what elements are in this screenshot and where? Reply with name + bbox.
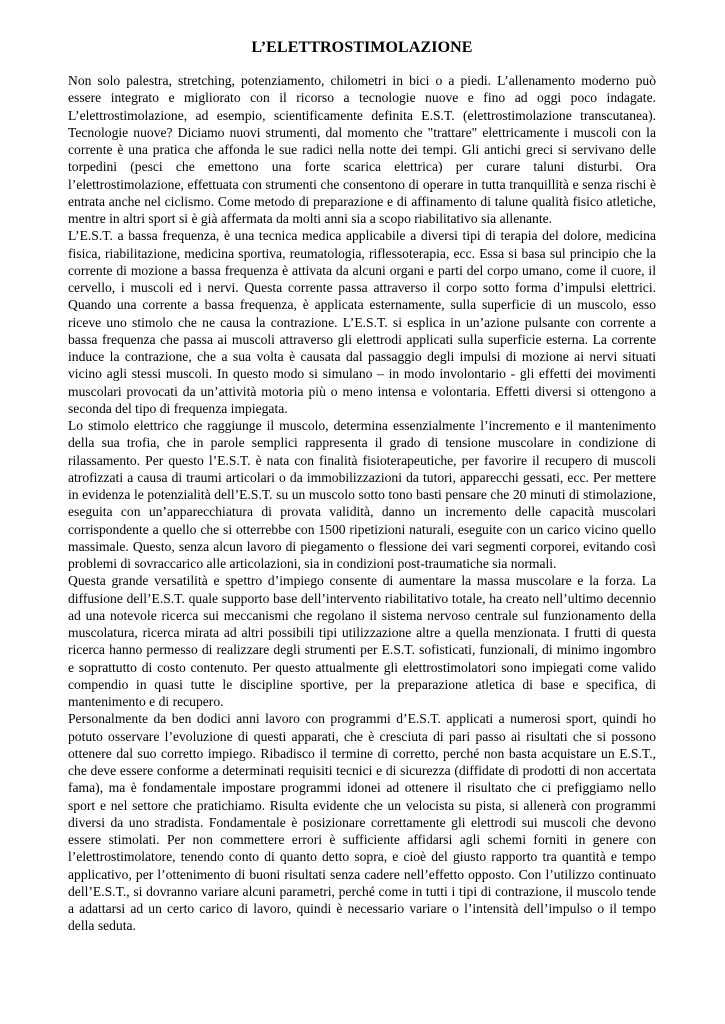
document-title: L’ELETTROSTIMOLAZIONE <box>251 39 473 56</box>
paragraph-intro: Non solo palestra, stretching, potenziamento, chilometri in bici o a piedi. L’allenamento moderno può essere integrato e migliorato con il ricorso a tecnologie nuove e fino ad oggi poco indagate. L’elettrostimolazione, ad esempio, scientificamente definita E.S.T. (elettrostimolazione transcutanea). Tecnologie nuove? Diciamo nuovi strumenti, dal momento che "trattare" elettricamente i muscoli con la corrente è una pratica che affonda le sue radici nella notte dei tempi. Gli antichi greci si servivano delle torpedini (pesci che emettono una forte scarica elettrica) per curare taluni disturbi. Ora l’elettrostimolazione, effettuata con strumenti che consentono di operare in tutta tranquillità e senza rischi è entrata anche nel ciclismo. Come metodo di preparazione e di affinamento di talune qualità fisico atletiche, mentre in altri sport si è già affermata da molti anni sia a scopo riabilitativo sia allenante. <box>68 73 656 226</box>
paragraph-stimulus: Lo stimolo elettrico che raggiunge il muscolo, determina essenzialmente l’incremento e il mantenimento della sua trofia, che in parole semplici rappresenta il grado di tensione muscolare in condizione di rilassamento. Per questo l’E.S.T. è nata con finalità fisioterapeutiche, per favorire il recupero di muscoli atrofizzati a causa di traumi articolari o da immobilizzazioni da tutori, apparecchi gessati, ecc. Per mettere in evidenza le potenzialità dell’E.S.T. su un muscolo sotto tono basti pensare che 20 minuti di stimolazione, eseguita con un’apparecchiatura di provata validità, danno un incremento delle capacità muscolari corrispondente a quello che si otterrebbe con 1500 ripetizioni naturali, eseguite con un carico vicino quello massimale. Questo, senza alcun lavoro di piegamento o flessione dei vari segmenti corporei, evitando così problemi di sovraccarico alle articolazioni, sia in condizioni post-traumatiche sia normali. <box>68 418 656 571</box>
paragraph-low-frequency: L’E.S.T. a bassa frequenza, è una tecnica medica applicabile a diversi tipi di terapia del dolore, medicina fisica, riabilitazione, medicina sportiva, reumatologia, riflessoterapia, ecc. Essa si basa sul principio che la corrente di mozione a bassa frequenza è attivata da alcuni organi e parti del corpo umano, come il cuore, il cervello, i muscoli ed i nervi. Questa corrente passa attraverso il corpo sotto forma d’impulsi elettrici. Quando una corrente a bassa frequenza, è applicata esternamente, sulla superficie di un muscolo, esso riceve uno stimolo che ne causa la contrazione. L’E.S.T. si esplica in un’azione pulsante con corrente a bassa frequenza che passa ai muscoli attraverso gli elettrodi applicati sulla superficie esterna. La corrente induce la contrazione, che a sua volta è causata dal passaggio degli impulsi di mozione ai nervi situati vicino agli stessi muscoli. In questo modo si simulano – in modo involontario - gli effetti dei movimenti muscolari provocati da un’attività motoria più o meno intensa e volontaria. Effetti diversi si ottengono a seconda del tipo di frequenza impiegata. <box>68 228 656 416</box>
paragraph-personal-experience: Personalmente da ben dodici anni lavoro con programmi d’E.S.T. applicati a numerosi sport, quindi ho potuto osservare l’evoluzione di questi apparati, che è cresciuta di pari passo ai risultati che si possono ottenere dal suo corretto impiego. Ribadisco il termine di corretto, perché non basta acquistare un E.S.T., che deve essere conforme a determinati requisiti tecnici e di sicurezza (diffidate di prodotti di non accertata fama), ma è fondamentale impostare programmi idonei ad ottenere il risultato che ci prefiggiamo nello sport e nel settore che pratichiamo. Risulta evidente che un velocista su pista, si allenerà con programmi diversi da uno stradista. Fondamentale è posizionare correttamente gli elettrodi sui muscoli che devono essere stimolati. Per non commettere errori è sufficiente affidarsi agli schemi forniti in genere con l’elettrostimolatore, tenendo conto di quanto detto sopra, e cioè del giusto rapporto tra quantità e tempo applicativo, per l’ottenimento di buoni risultati senza cadere nell’effetto opposto. Con l’utilizzo continuato dell’E.S.T., si dovranno variare alcuni parametri, perché come in tutti i tipi di contrazione, il muscolo tende a adattarsi ad un certo carico di lavoro, quindi è necessario variare o l’intensità dell’impulso o il tempo della seduta. <box>68 711 656 934</box>
document-page <box>68 38 656 935</box>
paragraph-versatility: Questa grande versatilità e spettro d’impiego consente di aumentare la massa muscolare e la forza. La diffusione dell’E.S.T. quale supporto base dell’intervento riabilitativo totale, ha creato nell’ultimo decennio ad una notevole ricerca sui meccanismi che regolano il sistema nervoso centrale sul funzionamento della muscolatura, ricerca mirata ad altri possibili tipi utilizzazione altre a quella menzionata. I frutti di questa ricerca hanno permesso di realizzare degli strumenti per E.S.T. sofisticati, funzionali, di minimo ingombro e soprattutto di costo contenuto. Per questo attualmente gli elettrostimolatori sono impiegati come valido compendio in quasi tutte le discipline sportive, per la preparazione atletica di base e specifica, di mantenimento e di recupero. <box>68 573 656 709</box>
